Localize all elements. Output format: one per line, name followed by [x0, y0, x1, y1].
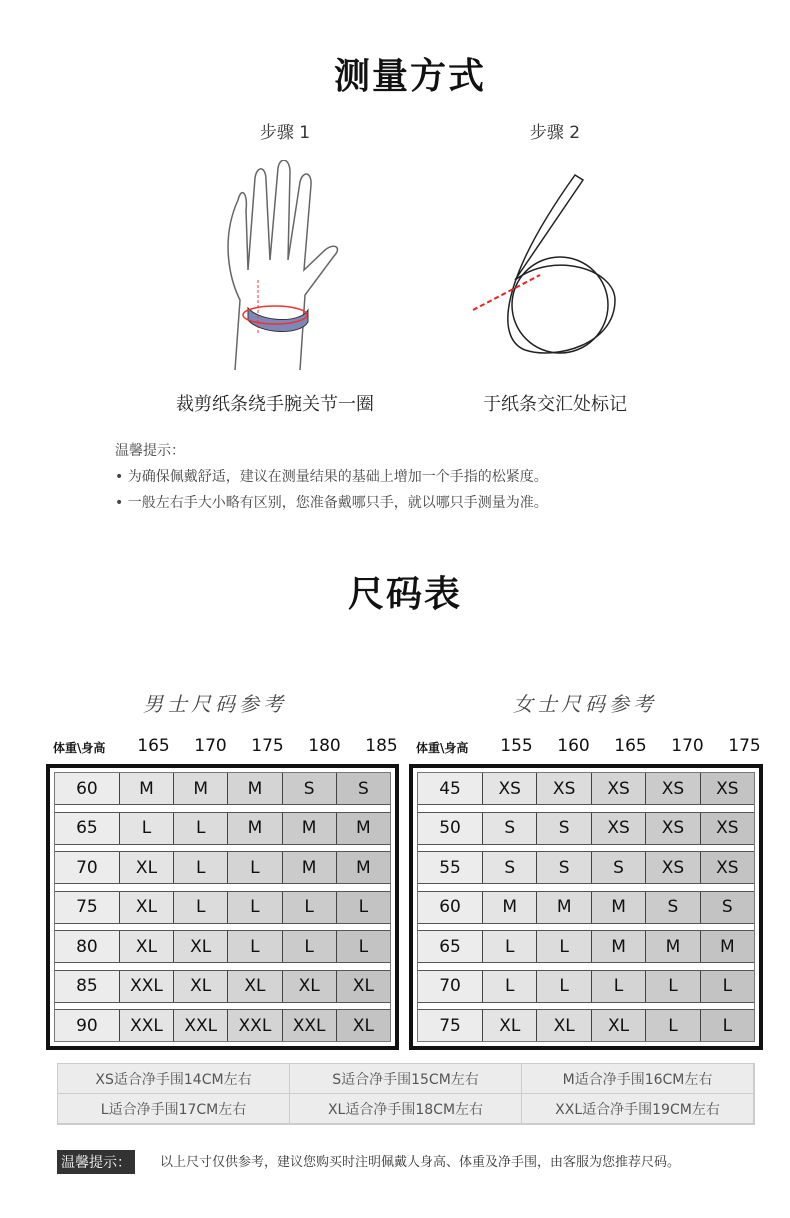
size-cell: XS: [645, 852, 699, 883]
size-cell: L: [227, 892, 281, 923]
size-circumference-table: [57, 1063, 755, 1125]
size-cell: L: [700, 971, 754, 1002]
size-cell: XXL: [173, 1010, 227, 1041]
height-header: 185: [365, 736, 398, 756]
size-cell: L: [482, 931, 536, 962]
size-cell: XL: [227, 971, 281, 1002]
size-cell: L: [282, 892, 336, 923]
table-row: [417, 851, 755, 884]
size-cell: XL: [536, 1010, 590, 1041]
height-header: 160: [557, 736, 590, 756]
weight-cell: 75: [55, 892, 119, 923]
weight-cell: 60: [55, 773, 119, 804]
height-header: 170: [194, 736, 227, 756]
table-row: [54, 772, 391, 805]
weight-cell: 65: [55, 813, 119, 844]
size-cell: XL: [119, 931, 173, 962]
size-cell: XL: [282, 971, 336, 1002]
size-cell: XL: [173, 971, 227, 1002]
step-1-label: 步骤 1: [259, 123, 311, 143]
weight-cell: 55: [418, 852, 482, 883]
size-cell: XL: [173, 931, 227, 962]
height-header: 180: [308, 736, 341, 756]
size-cell: XXL: [227, 1010, 281, 1041]
weight-cell: 85: [55, 971, 119, 1002]
size-cell: XS: [645, 773, 699, 804]
size-cell: M: [336, 852, 390, 883]
size-cell: L: [173, 813, 227, 844]
size-cell: XL: [336, 1010, 390, 1041]
weight-cell: 90: [55, 1010, 119, 1041]
size-cell: S: [536, 852, 590, 883]
size-cell: M: [336, 813, 390, 844]
table-row: [54, 851, 391, 884]
size-cell: S: [482, 852, 536, 883]
size-cell: M: [482, 892, 536, 923]
height-header: 165: [137, 736, 170, 756]
size-cell: L: [536, 971, 590, 1002]
table-row: [417, 772, 755, 805]
size-cell: M: [119, 773, 173, 804]
size-cell: M: [282, 813, 336, 844]
size-cell: XL: [119, 852, 173, 883]
size-xxl: XXL适合净手围19CM左右: [522, 1094, 754, 1124]
size-cell: XL: [482, 1010, 536, 1041]
paper-strip-illustration: [465, 170, 625, 360]
men-size-table: [46, 764, 399, 1050]
size-cell: XL: [336, 971, 390, 1002]
size-cell: M: [591, 931, 645, 962]
size-cell: XS: [645, 813, 699, 844]
men-header: [53, 736, 410, 756]
size-cell: XXL: [119, 971, 173, 1002]
corner-label: 体重\身高: [416, 741, 469, 755]
corner-label: 体重\身高: [53, 741, 106, 755]
size-cell: M: [173, 773, 227, 804]
height-header: 170: [671, 736, 704, 756]
step-2-label: 步骤 2: [529, 123, 581, 143]
hand-wrist-illustration: [200, 160, 350, 375]
size-cell: S: [536, 813, 590, 844]
men-table-title: 男士尺码参考: [143, 692, 287, 716]
size-l: L适合净手围17CM左右: [58, 1094, 290, 1124]
size-cell: L: [536, 931, 590, 962]
size-cell: XS: [591, 773, 645, 804]
size-cell: XL: [591, 1010, 645, 1041]
women-size-table: [409, 764, 763, 1050]
size-cell: M: [227, 773, 281, 804]
tip-item: • 为确保佩戴舒适，建议在测量结果的基础上增加一个手指的松紧度。: [115, 469, 548, 485]
table-row: [417, 1009, 755, 1042]
weight-cell: 50: [418, 813, 482, 844]
height-header: 175: [251, 736, 284, 756]
size-cell: S: [482, 813, 536, 844]
size-cell: L: [336, 931, 390, 962]
size-cell: XS: [536, 773, 590, 804]
weight-cell: 80: [55, 931, 119, 962]
size-chart-title: 尺码表: [347, 574, 462, 615]
size-cell: M: [282, 852, 336, 883]
size-cell: L: [282, 931, 336, 962]
height-header: 155: [500, 736, 533, 756]
weight-cell: 45: [418, 773, 482, 804]
table-row: [417, 891, 755, 924]
table-row: [417, 930, 755, 963]
tips-title: 温馨提示：: [115, 443, 185, 459]
size-cell: M: [536, 892, 590, 923]
tip-item: • 一般左右手大小略有区别，您准备戴哪只手，就以哪只手测量为准。: [115, 495, 548, 511]
size-cell: M: [700, 931, 754, 962]
size-cell: S: [282, 773, 336, 804]
size-cell: XXL: [282, 1010, 336, 1041]
size-cell: L: [645, 971, 699, 1002]
weight-cell: 70: [418, 971, 482, 1002]
table-row: [54, 812, 391, 845]
step-2-caption: 于纸条交汇处标记: [483, 394, 627, 415]
table-row: [54, 891, 391, 924]
size-cell: L: [482, 971, 536, 1002]
size-xl: XL适合净手围18CM左右: [290, 1094, 522, 1124]
women-table-title: 女士尺码参考: [513, 692, 657, 716]
size-cell: S: [336, 773, 390, 804]
size-cell: XS: [700, 852, 754, 883]
step-1-caption: 裁剪纸条绕手腕关节一圈: [176, 394, 374, 415]
weight-cell: 70: [55, 852, 119, 883]
measure-title: 测量方式: [333, 56, 486, 97]
size-cell: L: [173, 892, 227, 923]
weight-cell: 65: [418, 931, 482, 962]
size-cell: XXL: [119, 1010, 173, 1041]
size-cell: L: [336, 892, 390, 923]
size-cell: XS: [482, 773, 536, 804]
size-cell: M: [227, 813, 281, 844]
size-cell: L: [227, 852, 281, 883]
size-cell: XS: [700, 813, 754, 844]
size-cell: XS: [591, 813, 645, 844]
size-cell: L: [173, 852, 227, 883]
height-header: 175: [728, 736, 761, 756]
table-row: [417, 970, 755, 1003]
size-xs: XS适合净手围14CM左右: [58, 1064, 290, 1094]
size-cell: L: [591, 971, 645, 1002]
table-row: [417, 812, 755, 845]
size-cell: M: [645, 931, 699, 962]
size-cell: XL: [119, 892, 173, 923]
size-cell: S: [645, 892, 699, 923]
women-header: [416, 736, 773, 756]
size-cell: L: [645, 1010, 699, 1041]
size-cell: S: [700, 892, 754, 923]
size-cell: L: [119, 813, 173, 844]
note-label: 温馨提示：: [57, 1150, 135, 1174]
size-cell: M: [591, 892, 645, 923]
note-text: 以上尺寸仅供参考，建议您购买时注明佩戴人身高、体重及净手围，由客服为您推荐尺码。: [160, 1155, 681, 1170]
weight-cell: 60: [418, 892, 482, 923]
size-cell: L: [700, 1010, 754, 1041]
table-row: [54, 1009, 391, 1042]
size-m: M适合净手围16CM左右: [522, 1064, 754, 1094]
table-row: [54, 930, 391, 963]
size-cell: XS: [700, 773, 754, 804]
size-cell: L: [227, 931, 281, 962]
size-s: S适合净手围15CM左右: [290, 1064, 522, 1094]
size-cell: S: [591, 852, 645, 883]
height-header: 165: [614, 736, 647, 756]
table-row: [54, 970, 391, 1003]
weight-cell: 75: [418, 1010, 482, 1041]
